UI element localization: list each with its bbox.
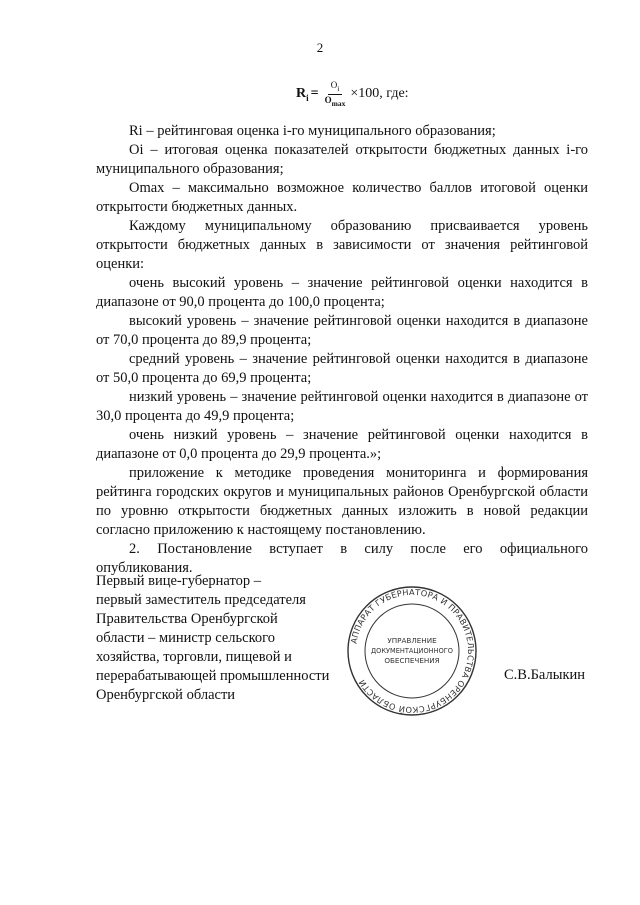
- position-line: хозяйства, торговли, пищевой и: [96, 649, 292, 665]
- paragraph-oi-definition: Oi – итоговая оценка показателей открытости бюджетных данных i-го муниципального образования;: [96, 142, 588, 177]
- position-line: Оренбургской области: [96, 687, 236, 703]
- stamp-outer-text: АППАРАТ ГУБЕРНАТОРА И ПРАВИТЕЛЬСТВА ОРЕНБУРГСКОЙ ОБЛАСТИ: [348, 587, 477, 716]
- paragraph-level-very-high: очень высокий уровень – значение рейтинговой оценки находится в диапазоне от 90,0 процента до 100,0 процента;: [96, 275, 588, 310]
- formula-numerator: $O_i$: [328, 80, 343, 95]
- position-line: перерабатывающей промышленности: [96, 668, 330, 684]
- paragraph-level-very-low: очень низкий уровень – значение рейтинговой оценки находится в диапазоне от 0,0 процента до 29,9 процента.»;: [96, 427, 588, 462]
- official-stamp: [346, 585, 478, 717]
- paragraph-level-medium: средний уровень – значение рейтинговой оценки находится в диапазоне от 50,0 процента до 69,9 процента;: [96, 351, 588, 386]
- paragraph-appendix: приложение к методике проведения мониторинга и формирования рейтинга городских округов и муниципальных районов Оренбургской области по уровню открытости бюджетных данных изложить в новой редакции согласно приложению к настоящему постановлению.: [96, 465, 588, 538]
- page-number: 2: [316, 40, 324, 55]
- formula-fraction: [322, 80, 349, 109]
- position-line: Первый вице-губернатор –: [96, 573, 261, 589]
- stamp-inner-line: УПРАВЛЕНИЕ: [387, 636, 437, 645]
- position-line: области – министр сельского: [96, 630, 275, 646]
- position-line: первый заместитель председателя: [96, 592, 306, 608]
- stamp-inner-line: ОБЕСПЕЧЕНИЯ: [384, 656, 440, 665]
- stamp-inner-line: ДОКУМЕНТАЦИОННОГО: [371, 647, 453, 655]
- paragraph-omax-definition: Omax – максимально возможное количество баллов итоговой оценки открытости бюджетных данных.: [96, 180, 588, 215]
- paragraph-ri-definition: Ri – рейтинговая оценка i-го муниципального образования;: [129, 123, 496, 139]
- position-line: Правительства Оренбургской: [96, 611, 278, 627]
- paragraph-levels-intro: Каждому муниципальному образованию присваивается уровень открытости бюджетных данных в зависимости от значения рейтинговой оценки:: [96, 218, 588, 272]
- formula-equals: =: [310, 86, 319, 102]
- signatory-position: [96, 572, 376, 705]
- paragraph-level-low: низкий уровень – значение рейтинговой оценки находится в диапазоне от 30,0 процента до 49,9 процента;: [96, 389, 588, 424]
- paragraph-effective-date: 2. Постановление вступает в силу после его официального опубликования.: [96, 541, 588, 576]
- paragraph-level-high: высокий уровень – значение рейтинговой оценки находится в диапазоне от 70,0 процента до 89,9 процента;: [96, 313, 588, 348]
- rating-formula: [296, 80, 409, 109]
- signer-name: С.В.Балыкин: [504, 667, 586, 683]
- formula-tail: ×100, где:: [350, 86, 409, 102]
- body-text: [96, 122, 588, 578]
- formula-denominator: $O_{max}$: [324, 94, 346, 108]
- formula-lhs: $R_i$: [296, 85, 309, 103]
